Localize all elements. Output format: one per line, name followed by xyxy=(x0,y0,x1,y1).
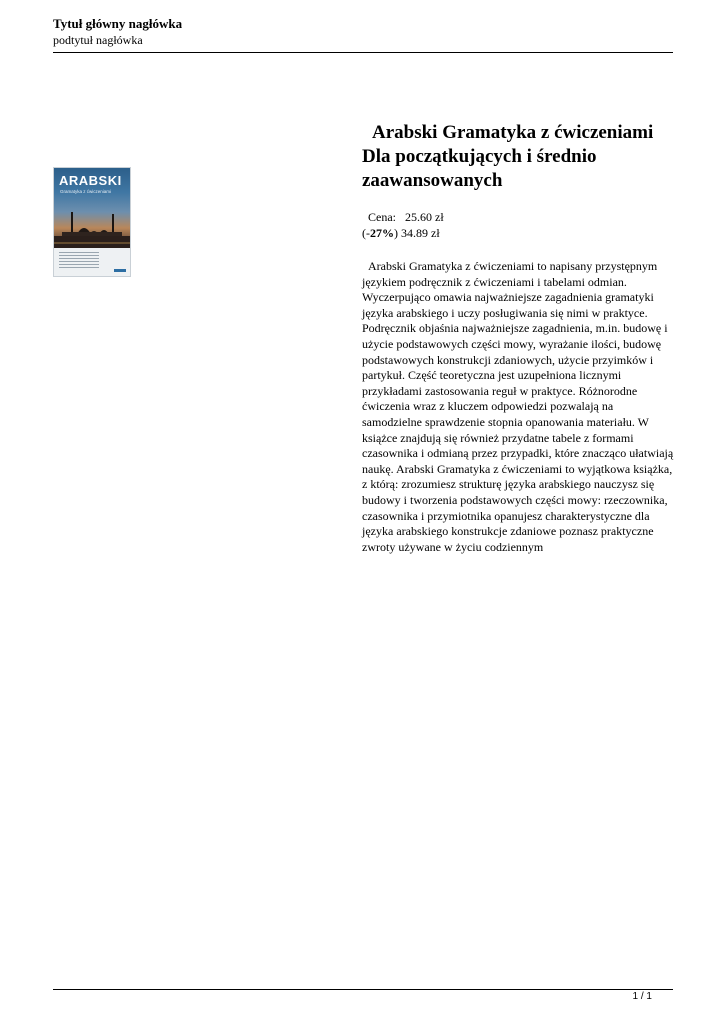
book-cover-image xyxy=(54,168,130,276)
current-price-line xyxy=(362,209,674,225)
page-header xyxy=(53,16,673,48)
book-details xyxy=(362,121,674,555)
page-number: 1 / 1 xyxy=(632,991,652,1002)
discount-prefix: (- xyxy=(362,226,370,240)
header-title: Tytuł główny nagłówka xyxy=(53,16,183,31)
old-price: 34.89 zł xyxy=(401,226,440,240)
book-title: Arabski Gramatyka z ćwiczeniami Dla początkujących i średnio zaawansowanych xyxy=(362,122,654,191)
discount-suffix: ) xyxy=(394,226,398,240)
header-subtitle: podtytuł nagłówka xyxy=(53,33,143,47)
current-price: 25.60 zł xyxy=(405,210,444,224)
mosque-silhouette-icon xyxy=(54,198,130,248)
book-description: Arabski Gramatyka z ćwiczeniami to napisany przystępnym językiem podręcznik z ćwiczeniami i tabelami odmian. Wyczerpująco omawia najważniejsze zagadnienia gramatyki języka arabskiego i uczy posługiwania się nimi w praktyce. Podręcznik objaśnia najważniejsze zagadnienia, m.in. budowę i użycie podstawowych części mowy, wyrażanie ilości, budowę podstawowych konstrukcji zdaniowych, użycie przyimków i partykuł. Część teoretyczna jest uzupełniona licznymi przykładami zastosowania reguł w praktyce. Różnorodne ćwiczenia wraz z kluczem odpowiedzi pozwalają na samodzielne sprawdzenie stopnia opanowania materiału. W książce znajdują się również przydatne tabele z formami czasownika i odmianą przez przypadki, które znacząco ułatwiają naukę. Arabski Gramatyka z ćwiczeniami to wyjątkowa książka, z którą: zrozumiesz strukturę języka arabskiego nauczysz się budowy i tworzenia podstawowych części mowy: rzeczownika, czasownika i przymiotnika opanujesz charakterystyczne dla języka arabskiego konstrukcje zdaniowe poznasz praktyczne zwroty używane w życiu codziennym xyxy=(362,259,674,554)
discount-line xyxy=(362,225,674,241)
discount-percent: 27% xyxy=(370,226,394,240)
cover-feature-list xyxy=(59,252,99,270)
publisher-logo xyxy=(114,269,126,272)
price-label: Cena: xyxy=(368,210,396,224)
header-divider xyxy=(53,52,673,53)
footer-divider xyxy=(53,989,673,990)
price-block xyxy=(362,209,674,241)
cover-title: ARABSKI xyxy=(59,173,122,188)
cover-subtitle: Gramatyka z ćwiczeniami xyxy=(60,189,112,194)
